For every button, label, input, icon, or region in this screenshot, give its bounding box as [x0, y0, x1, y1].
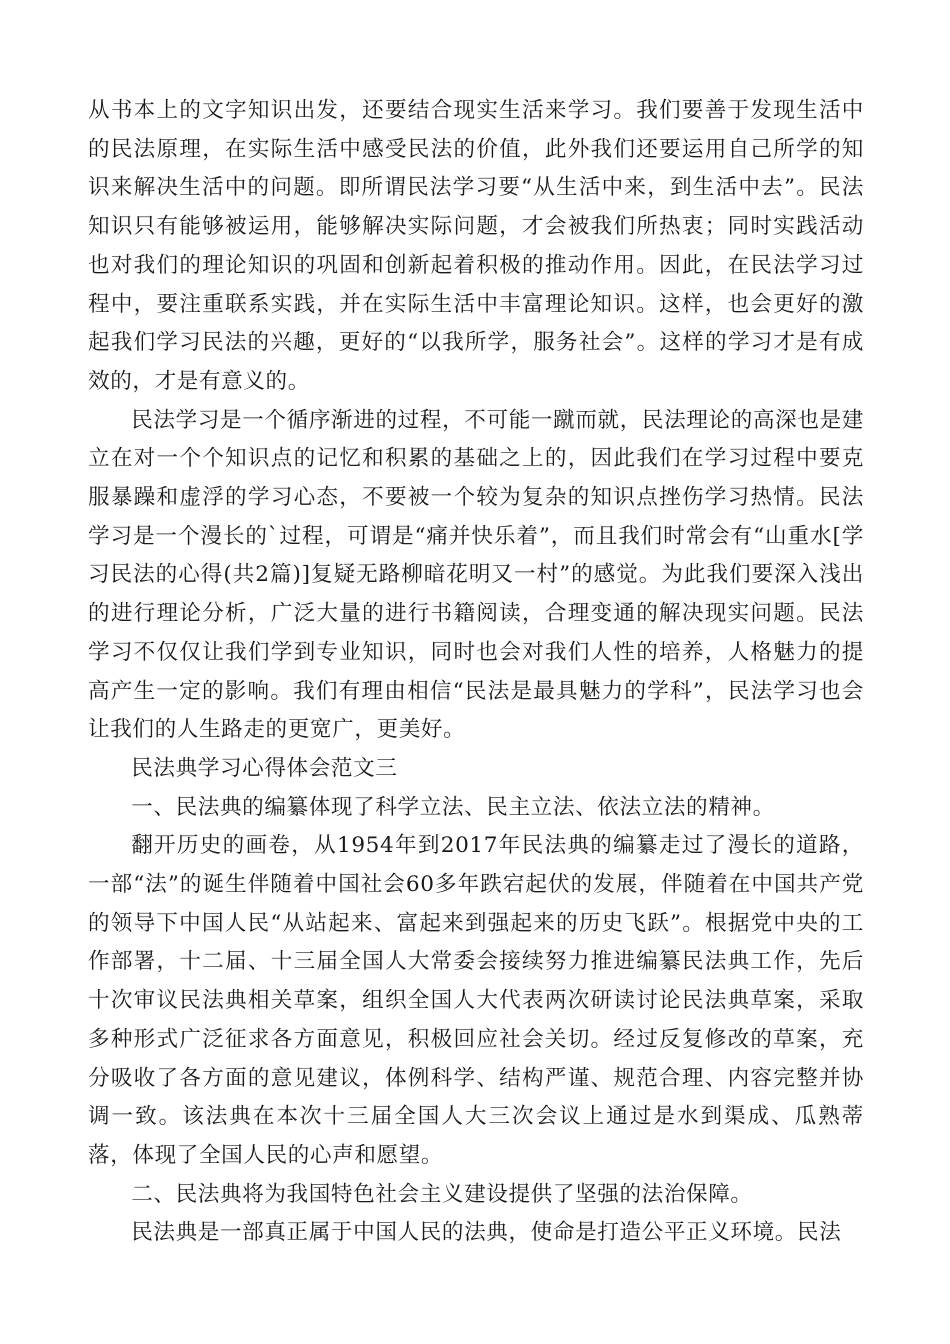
paragraph-3: 翻开历史的画卷，从1954年到2017年民法典的编纂走过了漫长的道路，一部“法”的诞生伴随着中国社会60多年跌宕起伏的发展，伴随着在中国共产党的领导下中国人民“从站起来、富起来到强起来的历史飞跃”。根据党中央的工作部署，十二届、十三届全国人大常委会接续努力推进编纂民法典工作，先后十次审议民法典相关草案，组织全国人大代表两次研读讨论民法典草案，采取多种形式广泛征求各方面意见，积极回应社会关切。经过反复修改的草案，充分吸收了各方面的意见建议，体例科学、结构严谨、规范合理、内容完整并协调一致。该法典在本次十三届全国人大三次会议上通过是水到渠成、瓜熟蒂落，体现了全国人民的心声和愿望。 [88, 833, 864, 1168]
subheading-1: 一、民法典的编纂体现了科学立法、民主立法、依法立法的精神。 [131, 794, 775, 820]
paragraph-2: 民法学习是一个循序渐进的过程，不可能一蹴而就，民法理论的高深也是建立在对一个个知识点的记忆和积累的基础之上的，因此我们在学习过程中要克服暴躁和虚浮的学习心态，不要被一个较为复杂的知识点挫伤学习热情。民法学习是一个漫长的`过程，可谓是“痛并快乐着”，而且我们时常会有“山重水[学习民法的心得(共2篇)]复疑无路柳暗花明又一村”的感觉。为此我们要深入浅出的进行理论分析，广泛大量的进行书籍阅读，合理变通的解决现实问题。民法学习不仅仅让我们学到专业知识，同时也会对我们人性的培养，人格魅力的提高产生一定的影响。我们有理由相信“民法是最具魅力的学科”，民法学习也会让我们的人生路走的更宽广，更美好。 [88, 407, 864, 743]
paragraph-4: 民法典是一部真正属于中国人民的法典，使命是打造公平正义环境。民法 [131, 1220, 842, 1246]
section-heading: 民法典学习心得体会范文三 [131, 755, 398, 781]
subheading-2: 二、民法典将为我国特色社会主义建设提供了坚强的法治保障。 [131, 1181, 753, 1207]
paragraph-1: 从书本上的文字知识出发，还要结合现实生活来学习。我们要善于发现生活中的民法原理，在实际生活中感受民法的价值，此外我们还要运用自己所学的知识来解决生活中的问题。即所谓民法学习要“从生活中来，到生活中去”。民法知识只有能够被运用，能够解决实际问题，才会被我们所热衷；同时实践活动也对我们的理论知识的巩固和创新起着积极的推动作用。因此，在民法学习过程中，要注重联系实践，并在实际生活中丰富理论知识。这样，也会更好的激起我们学习民法的兴趣，更好的“以我所学，服务社会”。这样的学习才是有成效的，才是有意义的。 [88, 98, 864, 394]
document-page [88, 92, 864, 1253]
